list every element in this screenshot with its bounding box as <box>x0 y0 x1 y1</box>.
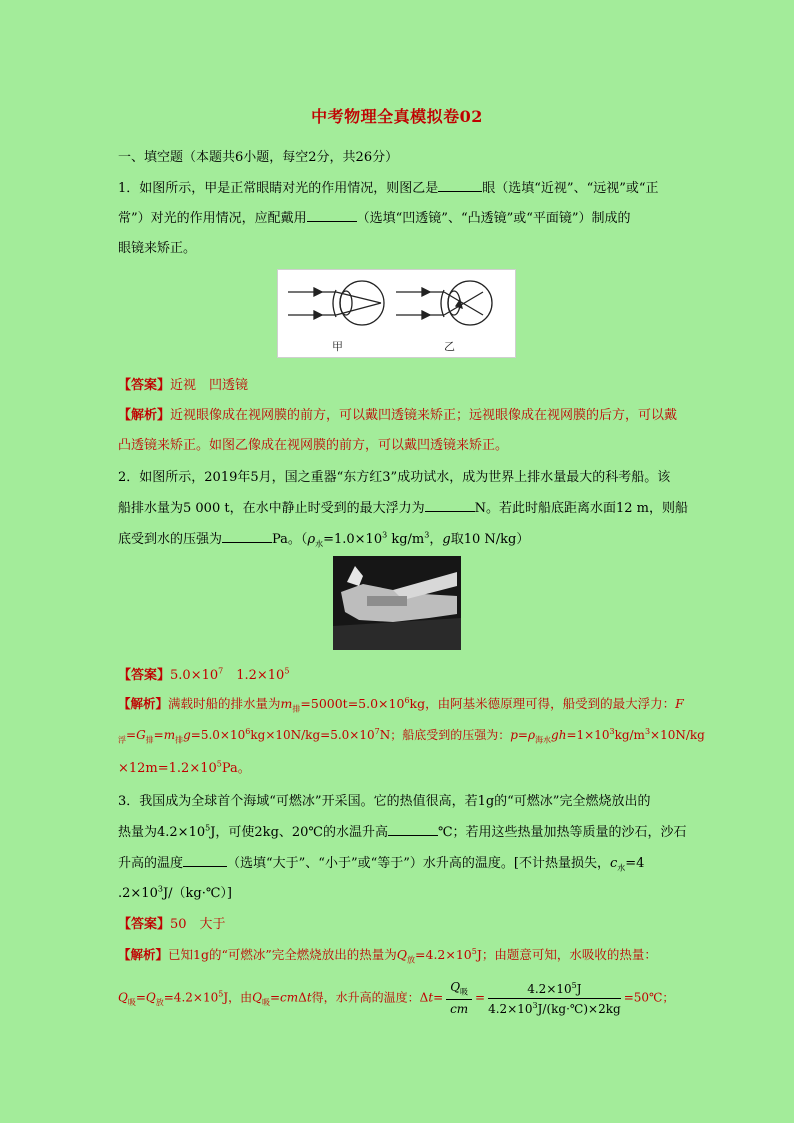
q3-blank2[interactable] <box>183 854 227 867</box>
eye-diagram-figure <box>277 269 516 358</box>
q2-analysis-line3: $\times 12m=1.2\times 10^5Pa$。 <box>118 759 251 776</box>
q1-line1: 1．如图所示，甲是正常眼睛对光的作用情况，则图乙是 眼（选填“近视”、“远视”或“正 <box>118 181 659 196</box>
q2-line3: 底受到水的压强为 Pa。（$\rho_水=1.0\times 10^3$ $kg/m^3$，g取10 N/kg） <box>118 530 530 549</box>
figure-label-a: 甲 <box>332 340 343 353</box>
q2-line1: 2．如图所示，2019年5月，国之重器“东方红3”成功试水，成为世界上排水量最大的科考船。该 <box>118 470 671 485</box>
q2-blank1[interactable] <box>425 499 475 512</box>
q3-line2: 热量为$4.2\times 10^5J$，可使2kg、20℃的水温升高 ℃；若用这些热量加热等质量的沙石，沙石 <box>118 823 687 840</box>
normal-eye-icon <box>288 281 384 325</box>
q2-analysis-line1: 【解析】满载时船的排水量为$m_排=5000t=5.0\times 10^6kg$，由阿基米德原理可得，船受到的最大浮力：F <box>118 695 684 714</box>
q1-answer: 【答案】近视 凹透镜 <box>118 378 249 393</box>
q2-answer: 【答案】$5.0\times 10^7$ $1.2\times 10^5$ <box>118 666 290 683</box>
section-heading: 一、填空题（本题共6小题，每空2分，共26分） <box>118 150 399 165</box>
q3-analysis-line2: $Q_吸=Q_放=4.2\times 10^5J$，由$Q_吸=cm\Delta t$得，水升高的温度：Δt= $\frac{Q_吸}{cm}$ = $\frac{4.2\times 10^5J}{4.2\times 10^3J/(kg\cdot℃)\times 2kg}$ =50℃； <box>118 980 675 1017</box>
q1-analysis-line2: 凸透镜来矫正。如图乙像成在视网膜的前方，可以戴凹透镜来矫正。 <box>118 438 509 453</box>
page-title: 中考物理全真模拟卷02 <box>311 107 483 126</box>
q2-analysis-line2: $_浮=G_排=m_排g=5.0\times 10^6kg\times 10N/kg=5.0\times 10^7N$；船底受到的压强为：$p=\rho_{海水}gh=1\times 10^3kg/m^3\times 10N/kg$ <box>118 727 705 745</box>
q3-line4: $.2\times 10^3J/(kg\cdot℃)$] <box>118 884 232 901</box>
ship-photo-svg <box>333 556 461 650</box>
fraction-numeric: $\frac{4.2\times 10^5J}{4.2\times 10^3J/(kg\cdot℃)\times 2kg}$ <box>488 980 621 1016</box>
q1-blank1[interactable] <box>438 179 482 192</box>
ship-photo <box>333 556 461 650</box>
q1-line3: 眼镜来矫正。 <box>118 241 197 256</box>
q2-blank2[interactable] <box>222 530 272 543</box>
fraction-q-over-cm: $\frac{Q_吸}{cm}$ <box>446 980 472 1016</box>
q1-blank2[interactable] <box>307 209 357 222</box>
q3-analysis-line1: 【解析】已知1g的“可燃冰”完全燃烧放出的热量为$Q_放=4.2\times 10^5J$；由题意可知，水吸收的热量： <box>118 946 657 965</box>
q3-line3: 升高的温度 （选填“大于”、“小于”或“等于”）水升高的温度。[不计热量损失，$c_水=4$ <box>118 856 645 873</box>
q3-answer: 【答案】50 大于 <box>118 917 226 932</box>
q3-blank1[interactable] <box>388 823 438 836</box>
myopic-eye-icon <box>396 281 492 325</box>
q1-analysis-line1: 【解析】近视眼像成在视网膜的前方，可以戴凹透镜来矫正；远视眼像成在视网膜的后方，可以戴 <box>118 408 678 423</box>
q2-line2: 船排水量为5 000 t，在水中静止时受到的最大浮力为 N。若此时船底距离水面12 m，则船 <box>118 501 688 516</box>
figure-label-b: 乙 <box>444 340 455 353</box>
eye-diagram-svg <box>278 270 515 357</box>
q3-line1: 3．我国成为全球首个海域“可燃冰”开采国。它的热值很高，若1g的“可燃冰”完全燃烧放出的 <box>118 794 651 809</box>
q1-line2: 常”）对光的作用情况，应配戴用 （选填“凹透镜”、“凸透镜”或“平面镜”）制成的 <box>118 211 631 226</box>
